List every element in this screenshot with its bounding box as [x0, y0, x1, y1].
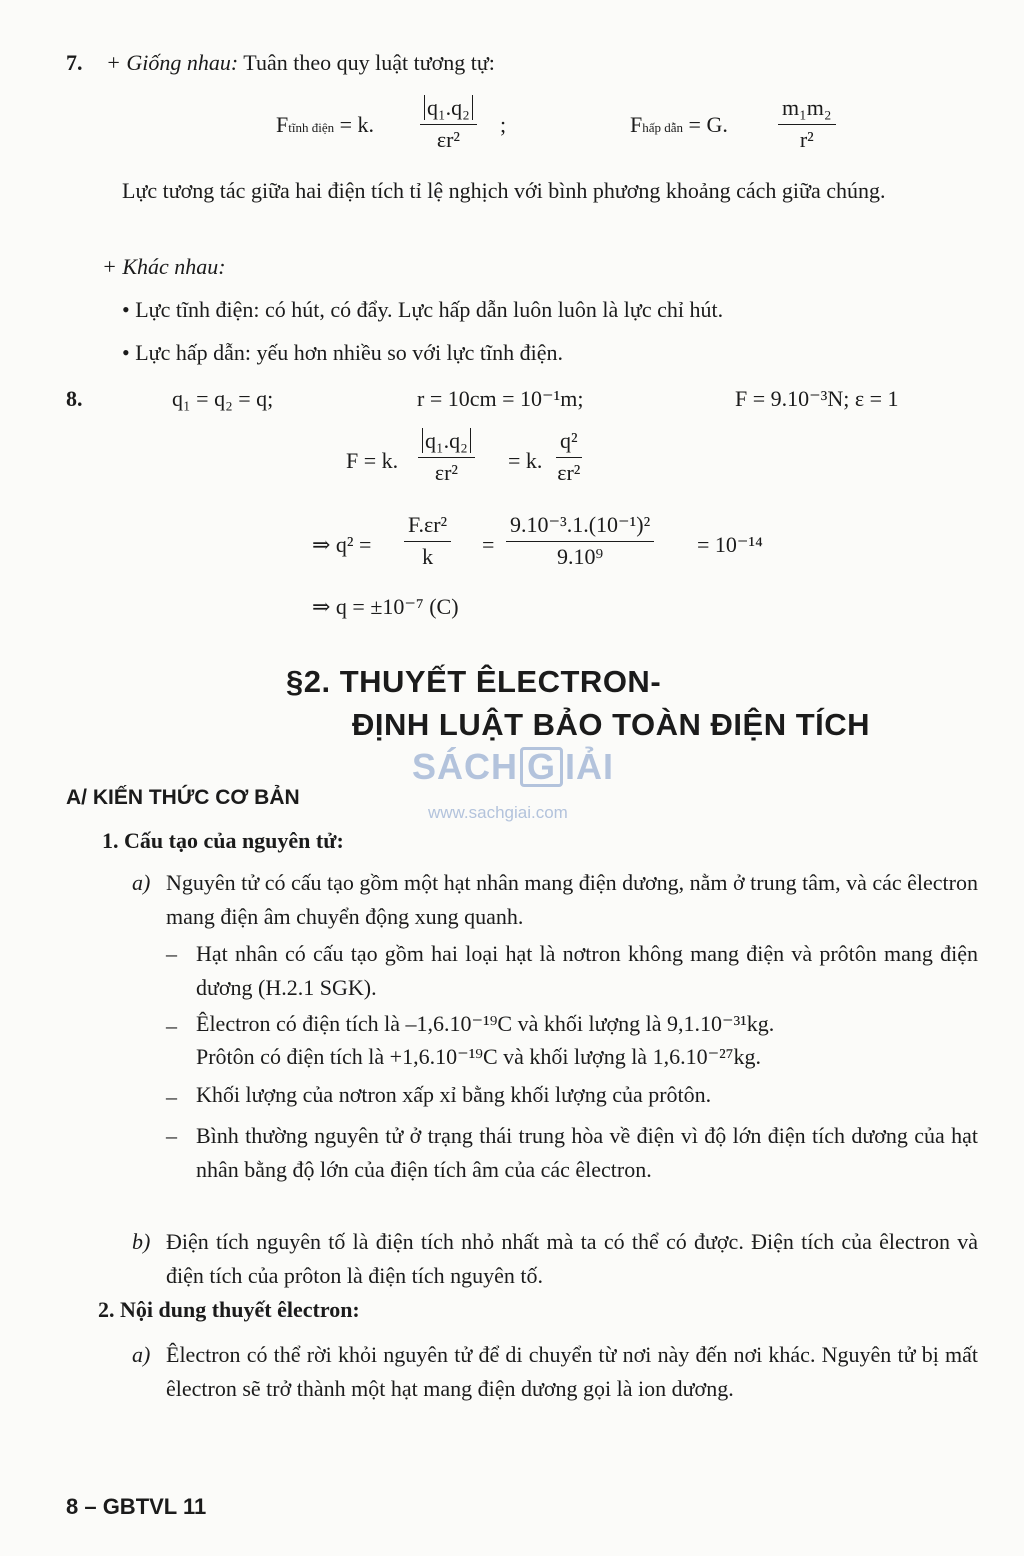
f-grav-sub: hấp dẫn	[642, 120, 684, 135]
f-eq-num1: q₁.q₂	[422, 428, 471, 453]
f-symbol: F	[276, 112, 289, 137]
f-static-fraction	[420, 95, 477, 153]
page-footer: 8 – GBTVL 11	[66, 1494, 207, 1519]
dash-icon: –	[166, 1013, 177, 1038]
bullet-icon: •	[122, 340, 130, 365]
dash-icon: –	[166, 1123, 177, 1148]
part-a-heading: A/ KIẾN THỨC CƠ BẢN	[66, 786, 300, 809]
s1a-text: Nguyên tử có cấu tạo gồm một hạt nhân mang điện dương, nằm ở trung tâm, và các êlectron mang điện âm chuyển động xung quanh.	[166, 870, 978, 929]
problem-7-number: 7.	[66, 50, 83, 75]
dash-icon: –	[166, 941, 177, 966]
given-f: F = 9.10⁻³N; ε = 1	[735, 386, 899, 411]
subsection-2-title: 2. Nội dung thuyết êlectron:	[98, 1297, 360, 1322]
s2a-label: a)	[132, 1342, 151, 1367]
subsection-1-title: 1. Cấu tạo của nguyên tử:	[102, 828, 344, 853]
q2-den2: 9.10⁹	[557, 544, 604, 569]
s1b-label: b)	[132, 1229, 151, 1254]
f-eq-num2: q²	[556, 428, 582, 458]
section-title-line1: §2. THUYẾT ÊLECTRON-	[286, 664, 662, 699]
f-static-denominator: εr²	[436, 127, 460, 152]
bullet-item	[122, 338, 563, 368]
dash-item-4: Bình thường nguyên tử ở trạng thái trung hòa về điện vì độ lớn điện tích dương của hạt nhân bằng độ lớn của điện tích âm của các êlectron.	[196, 1123, 978, 1182]
q2-num2: 9.10⁻³.1.(10⁻¹)²	[506, 512, 654, 542]
q2-eq: =	[482, 532, 495, 557]
given-q: q₁ = q₂ = q;	[172, 386, 274, 411]
semicolon: ;	[500, 112, 507, 137]
q2-lhs: ⇒ q² =	[312, 532, 372, 557]
dash-item-3: Khối lượng của nơtron xấp xỉ bằng khối lượng của prôtôn.	[196, 1082, 712, 1107]
f-eq-frac1	[418, 428, 475, 486]
f-eq-mid: = k.	[508, 448, 543, 473]
dash-icon: –	[166, 1084, 177, 1109]
s1b-text: Điện tích nguyên tố là điện tích nhỏ nhất mà ta có thể có được. Điện tích của êlectron và điện tích của prôton là điện tích nguyên tố.	[166, 1229, 978, 1288]
s2a-text: Êlectron có thể rời khỏi nguyên tử để di chuyển từ nơi này đến nơi khác. Nguyên tử bị mất êlectron sẽ trở thành một hạt mang điện dương gọi là ion dương.	[166, 1342, 978, 1401]
inverse-square-statement: Lực tương tác giữa hai điện tích tỉ lệ nghịch với bình phương khoảng cách giữa chúng.	[122, 178, 886, 203]
q2-frac2	[506, 512, 654, 570]
bullet-icon: •	[122, 297, 130, 322]
f-static-numerator: q₁.q₂	[424, 95, 473, 120]
bullet-text: Lực hấp dẫn: yếu hơn nhiều so với lực tĩnh điện.	[135, 340, 563, 365]
same-text: Tuân theo quy luật tương tự:	[243, 50, 495, 75]
watermark-brand-g: G	[520, 747, 563, 787]
q-result: ⇒ q = ±10⁻⁷ (C)	[312, 594, 459, 619]
watermark-brand-left: SÁCH	[412, 746, 519, 787]
q2-den1: k	[422, 544, 434, 569]
dash-item-1: Hạt nhân có cấu tạo gồm hai loại hạt là nơtron không mang điện và prôtôn mang điện dương (H.2.1 SGK).	[196, 941, 978, 1000]
problem-7-same-line	[106, 48, 495, 78]
f-eq-den1: εr²	[434, 460, 458, 485]
section-title-line2: ĐỊNH LUẬT BẢO TOÀN ĐIỆN TÍCH	[352, 707, 871, 742]
equals-g: = G.	[688, 112, 728, 137]
f-grav-fraction	[778, 95, 836, 153]
f-grav-denominator: r²	[799, 127, 814, 152]
q2-num1: F.εr²	[404, 512, 451, 542]
f-grav-numerator: m₁m₂	[778, 95, 836, 125]
bullet-text: Lực tĩnh điện: có hút, có đẩy. Lực hấp dẫn luôn luôn là lực chỉ hút.	[135, 297, 724, 322]
f-eq-den2: εr²	[557, 460, 581, 485]
same-label: + Giống nhau:	[106, 50, 239, 75]
f-eq-lhs: F = k.	[346, 448, 399, 473]
q2-frac1	[404, 512, 451, 570]
f-static-sub: tĩnh điện	[288, 120, 335, 135]
dash-item-2-line1: Êlectron có điện tích là –1,6.10⁻¹⁹C và khối lượng là 9,1.10⁻³¹kg.	[196, 1011, 775, 1036]
problem-8-number: 8.	[66, 386, 83, 411]
q2-result: = 10⁻¹⁴	[697, 532, 763, 557]
f-grav-lhs	[630, 110, 728, 143]
dash-item-2-line2: Prôtôn có điện tích là +1,6.10⁻¹⁹C và khối lượng là 1,6.10⁻²⁷kg.	[196, 1044, 761, 1069]
s1a-label: a)	[132, 870, 151, 895]
f-symbol: F	[630, 112, 643, 137]
watermark-logo	[412, 746, 614, 788]
watermark-brand-right: IẢI	[565, 746, 615, 787]
diff-label: + Khác nhau:	[102, 254, 226, 279]
f-eq-frac2	[556, 428, 582, 486]
equals-k: = k.	[339, 112, 375, 137]
bullet-item	[122, 295, 723, 325]
watermark-url: www.sachgiai.com	[428, 803, 568, 822]
f-static-lhs	[276, 110, 374, 143]
given-r: r = 10cm = 10⁻¹m;	[417, 386, 584, 411]
